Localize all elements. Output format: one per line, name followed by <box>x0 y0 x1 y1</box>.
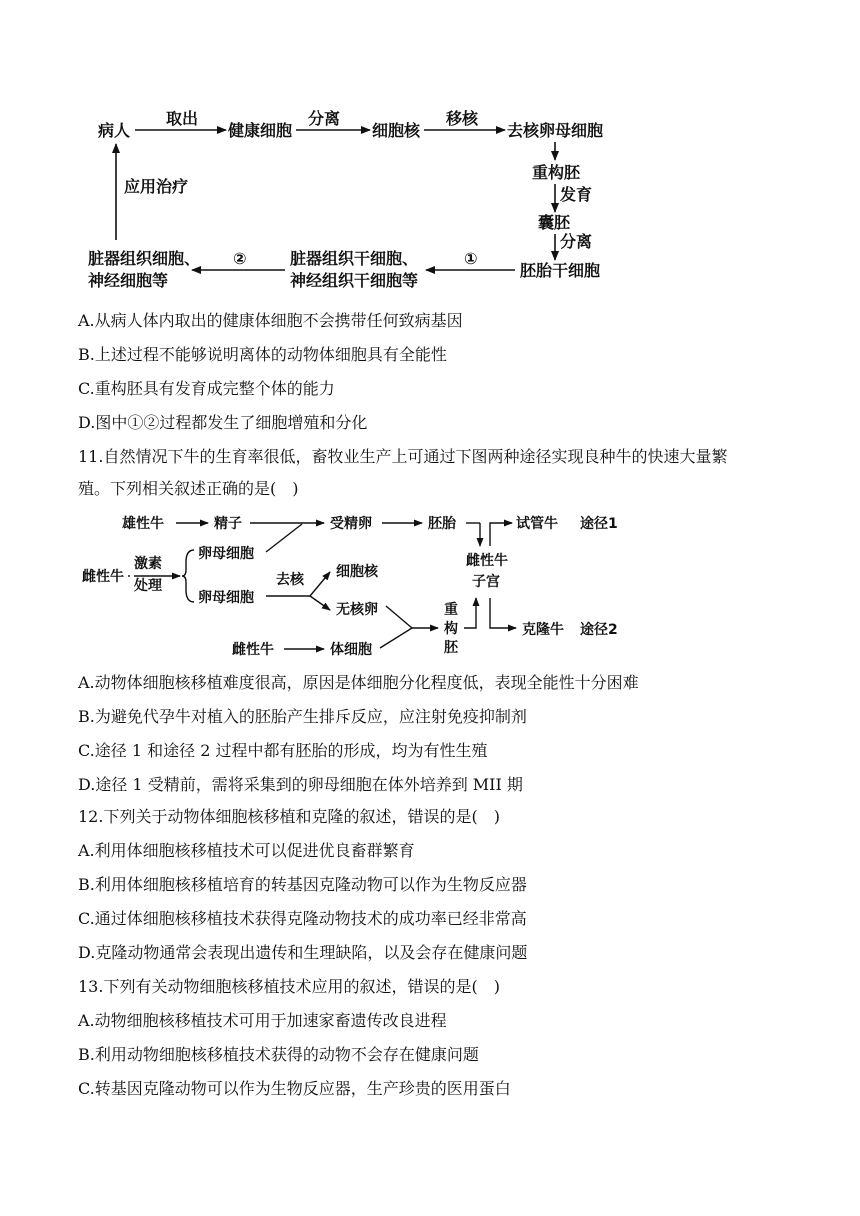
q10-option-a: A.从病人体内取出的健康体细胞不会携带任何致病基因 <box>78 311 463 330</box>
q11-option-c: C.途径 1 和途径 2 过程中都有胚胎的形成，均为有性生殖 <box>78 741 488 760</box>
node-recon-char2: 构 <box>444 621 458 637</box>
q11-option-d: D.途径 1 受精前，需将采集到的卵母细胞在体外培养到 MII 期 <box>78 775 523 794</box>
node-recon-char3: 胚 <box>444 640 458 656</box>
node-blastocyst: 囊胚 <box>538 213 571 232</box>
node-organ-stem-line2: 神经组织干细胞等 <box>290 271 419 290</box>
node-oocyte-2: 卵母细胞 <box>198 590 254 606</box>
node-clone-cow: 克隆牛 <box>522 622 564 638</box>
node-sperm: 精子 <box>214 516 242 532</box>
node-somatic-cell: 体细胞 <box>330 642 372 658</box>
node-male-cow: 雄性牛 <box>122 516 164 532</box>
label-separate-2: 分离 <box>560 232 593 251</box>
node-uterus-line1: 雌性牛 <box>466 553 508 569</box>
node-recon-char1: 重 <box>444 602 458 618</box>
label-route-2: 途径2 <box>580 622 618 638</box>
label-separate-1: 分离 <box>308 109 341 128</box>
q13-option-c: C.转基因克隆动物可以作为生物反应器，生产珍贵的医用蛋白 <box>78 1079 511 1098</box>
label-extract: 取出 <box>166 109 199 128</box>
node-reconstructed-embryo: 重构胚 <box>532 163 581 182</box>
arrow-enucleate-egg <box>310 596 330 610</box>
node-female-cow-2: 雌性牛 <box>232 642 274 658</box>
line-somatic-merge <box>380 628 412 648</box>
q13-option-a: A.动物细胞核移植技术可用于加速家畜遗传改良进程 <box>78 1011 447 1030</box>
label-step-2: ② <box>233 249 247 268</box>
label-route-1: 途径1 <box>580 516 618 532</box>
label-hormone: 激素 <box>134 556 162 572</box>
node-embryo: 胚胎 <box>428 516 456 532</box>
arrow-recon-uterus <box>464 598 476 628</box>
q10-option-d: D.图中①②过程都发生了细胞增殖和分化 <box>78 413 368 432</box>
brace <box>182 550 194 602</box>
node-nucleus: 细胞核 <box>372 121 421 140</box>
node-patient: 病人 <box>98 121 131 140</box>
q12-option-b: B.利用体细胞核移植培育的转基因克隆动物可以作为生物反应器 <box>78 875 527 894</box>
label-apply-treat: 应用治疗 <box>124 177 189 196</box>
label-treatment: 处理 <box>134 578 162 594</box>
node-organ-stem-line1: 脏器组织干细胞、 <box>290 249 419 268</box>
line-egg-merge <box>386 606 412 628</box>
arrow-uterus-testtube <box>490 523 512 546</box>
q11-stem-line1: 11.自然情况下牛的生育率很低，畜牧业生产上可通过下图两种途径实现良种牛的快速大量繁 <box>78 447 728 466</box>
node-uterus-line2: 子宫 <box>472 574 500 590</box>
node-healthy-cell: 健康细胞 <box>228 121 293 140</box>
q12-option-d: D.克隆动物通常会表现出遗传和生理缺陷，以及会存在健康问题 <box>78 943 528 962</box>
q13-stem: 13.下列有关动物细胞核移植技术应用的叙述，错误的是( ) <box>78 977 500 996</box>
arrow-enucleate-nucleus <box>310 572 330 596</box>
node-oocyte-1: 卵母细胞 <box>198 546 254 562</box>
node-enucleated-oocyte: 去核卵母细胞 <box>507 121 604 140</box>
q12-option-c: C.通过体细胞核移植技术获得克隆动物技术的成功率已经非常高 <box>78 909 527 928</box>
label-step-1: ① <box>464 249 478 268</box>
q10-option-b: B.上述过程不能够说明离体的动物体细胞具有全能性 <box>78 345 447 364</box>
node-embryonic-stem-cell: 胚胎干细胞 <box>520 261 601 280</box>
label-develop: 发育 <box>560 185 593 204</box>
label-transfer: 移核 <box>446 109 479 128</box>
q13-option-b: B.利用动物细胞核移植技术获得的动物不会存在健康问题 <box>78 1045 479 1064</box>
label-enucleate: 去核 <box>276 572 304 588</box>
node-enucleated-egg: 无核卵 <box>336 602 378 618</box>
node-fertilized-egg: 受精卵 <box>330 516 372 532</box>
node-female-cow: 雌性牛 <box>82 569 124 585</box>
node-nucleus-2: 细胞核 <box>336 564 378 580</box>
q12-option-a: A.利用体细胞核移植技术可以促进优良畜群繁育 <box>78 841 415 860</box>
q12-stem: 12.下列关于动物体细胞核移植和克隆的叙述，错误的是( ) <box>78 807 500 826</box>
node-organ-cell-line2: 神经细胞等 <box>88 271 169 290</box>
q11-stem-line2: 殖。下列相关叙述正确的是( ) <box>78 479 299 498</box>
node-test-tube-cow: 试管牛 <box>516 516 558 532</box>
q11-option-b: B.为避免代孕牛对植入的胚胎产生排斥反应，应注射免疫抑制剂 <box>78 707 527 726</box>
arrow-uterus-clone <box>490 598 516 628</box>
line-oocyte-to-fert <box>266 524 302 552</box>
q10-option-c: C.重构胚具有发育成完整个体的能力 <box>78 379 335 398</box>
node-organ-cell-line1: 脏器组织细胞、 <box>88 249 201 268</box>
q11-option-a: A.动物体细胞核移植难度很高，原因是体细胞分化程度低，表现全能性十分困难 <box>78 673 639 692</box>
